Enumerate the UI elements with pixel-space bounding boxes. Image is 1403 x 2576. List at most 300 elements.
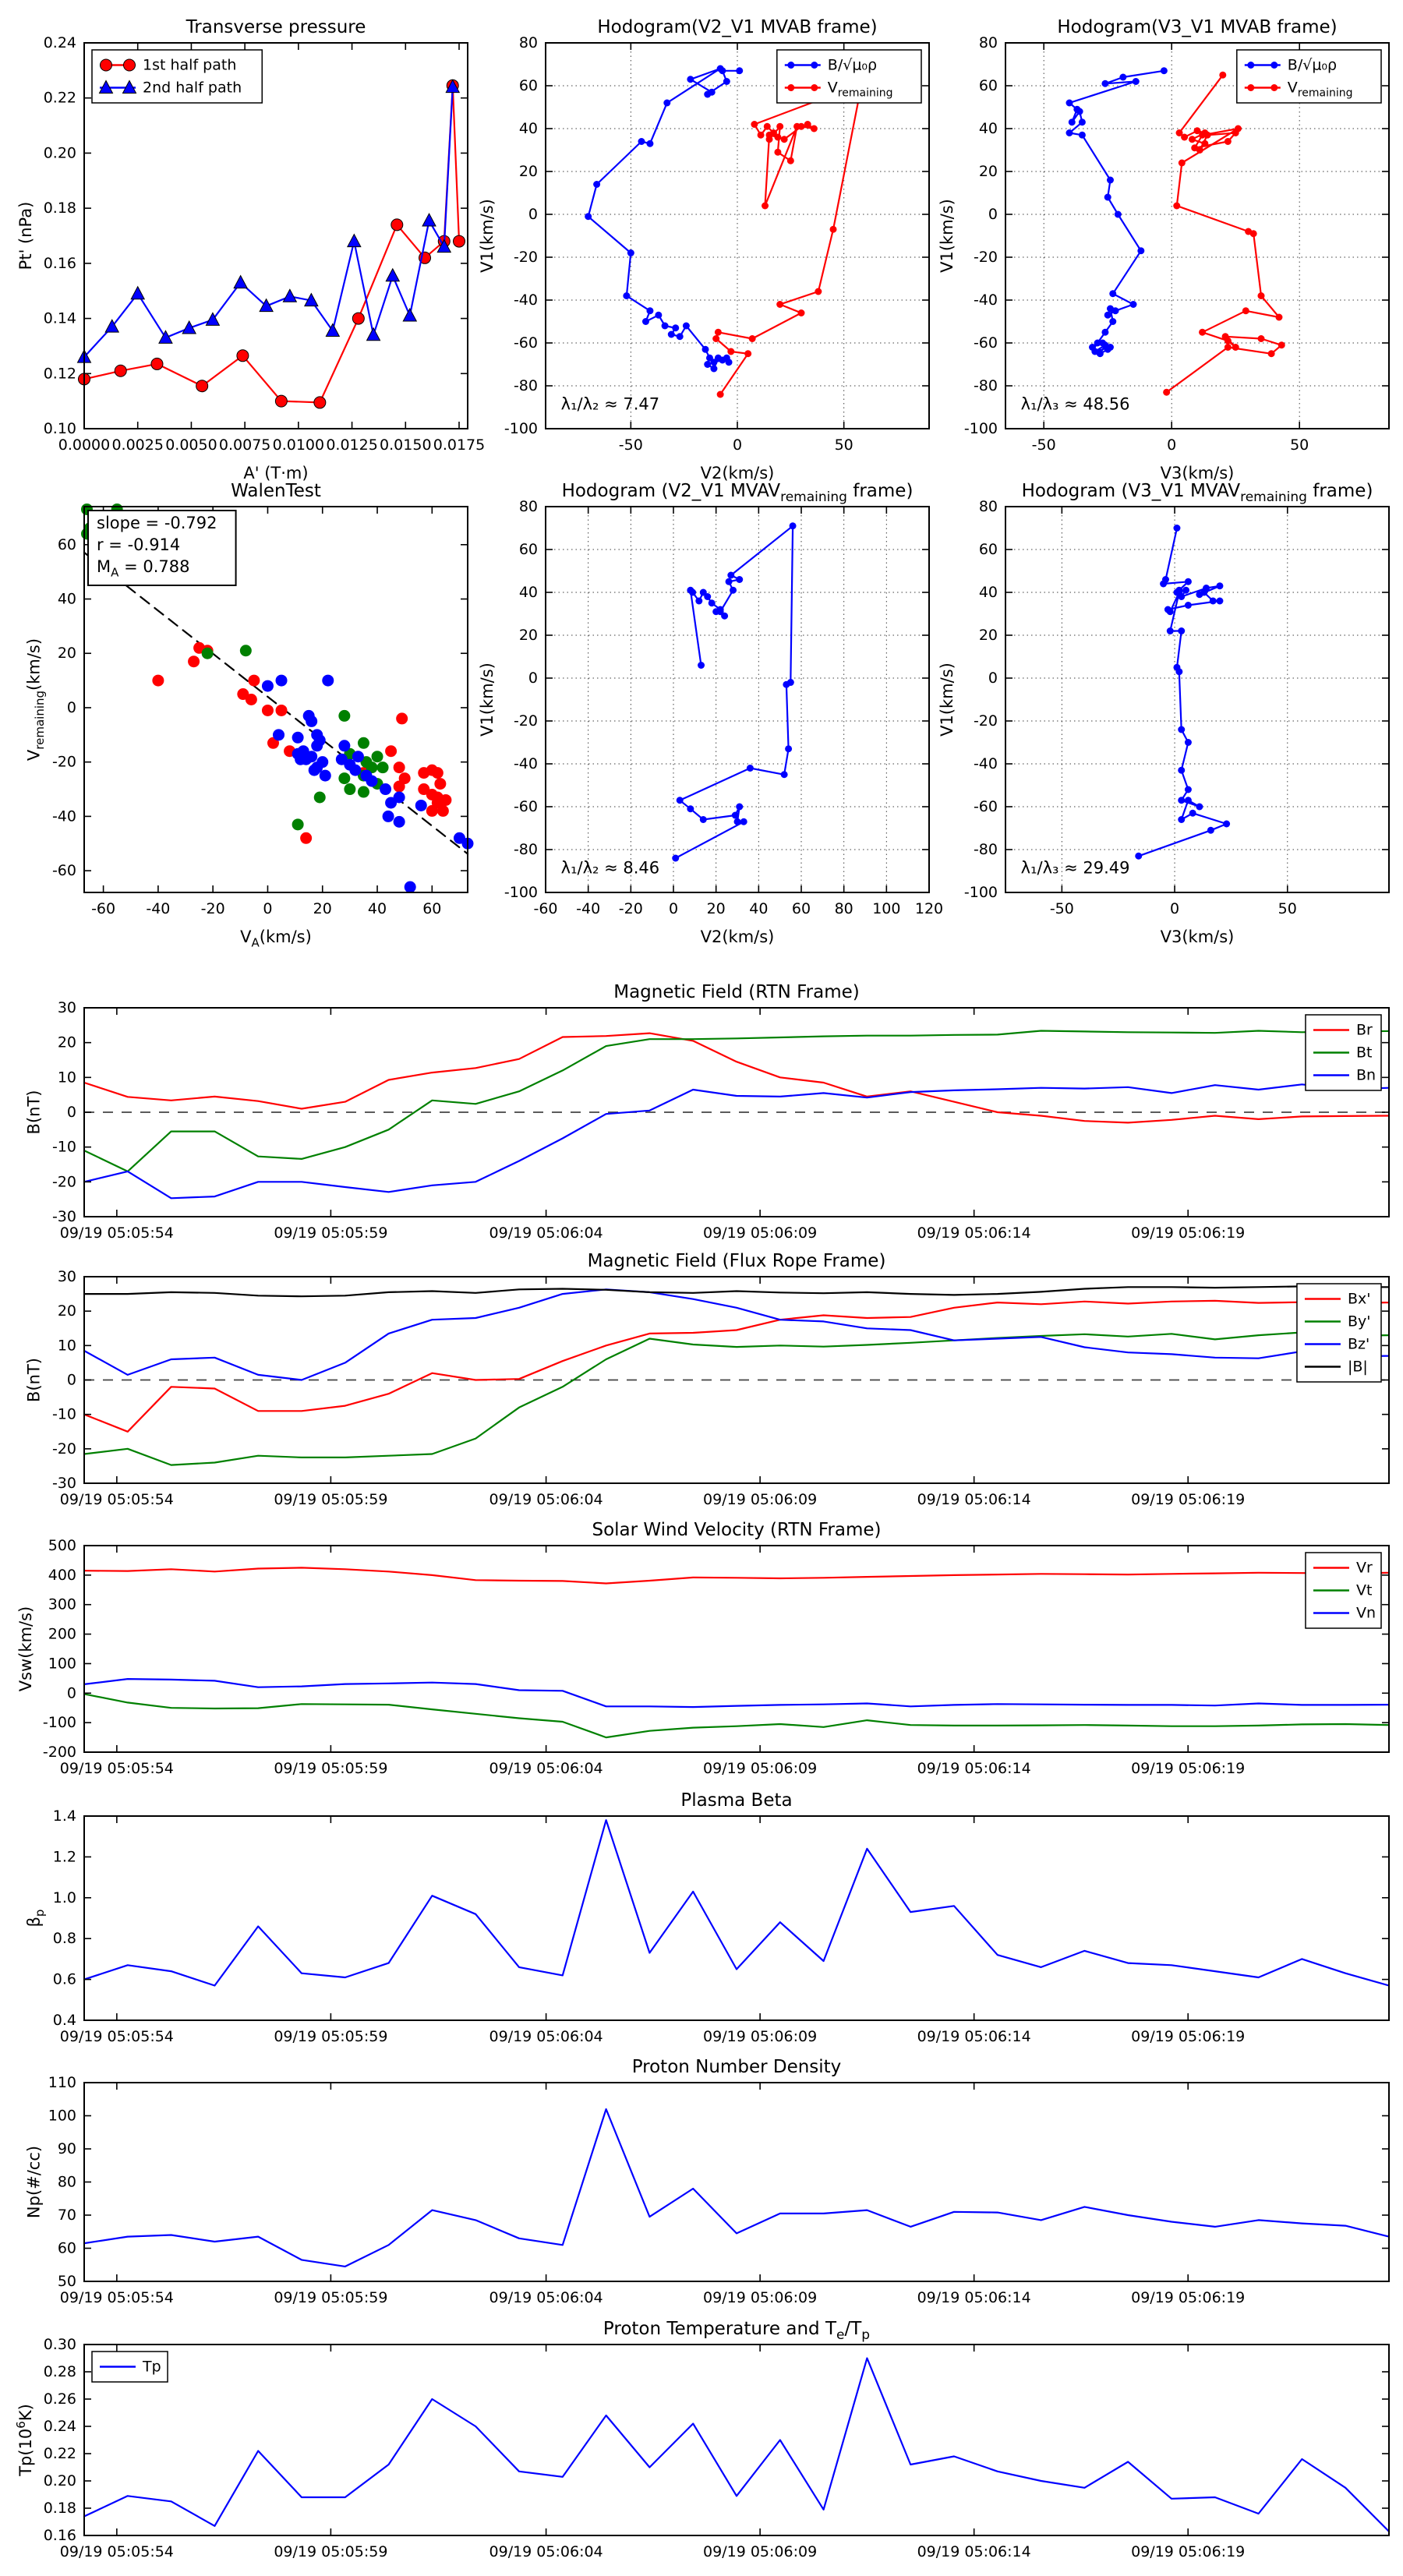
y-axis-label: B(nT): [24, 1358, 44, 1402]
data-point: [385, 745, 397, 757]
annotation: λ₁/λ₂ ≈ 8.46: [560, 858, 660, 878]
legend-label: Vt: [1355, 1581, 1373, 1599]
data-point-dot: [811, 62, 818, 69]
data-point-dot: [723, 78, 730, 85]
data-point-dot: [704, 593, 711, 600]
series-By': [84, 1333, 1389, 1465]
data-point: [380, 783, 391, 795]
panel-title: WalenTest: [231, 481, 321, 501]
circle-marker: [391, 219, 403, 231]
data-point-dot: [1199, 329, 1206, 336]
data-point: [309, 765, 320, 776]
y-tick-label: 0.16: [43, 2527, 76, 2544]
data-point-dot: [1163, 389, 1170, 396]
circle-marker: [275, 395, 287, 407]
y-tick-label: -60: [973, 798, 998, 815]
data-point-dot: [1167, 627, 1174, 634]
data-point-dot: [734, 818, 741, 825]
axis-ticks: [504, 498, 943, 917]
data-point-dot: [715, 329, 722, 336]
data-point-dot: [672, 855, 679, 862]
data-point-dot: [804, 121, 811, 128]
y-tick-label: 0: [988, 670, 998, 687]
legend-label: Br: [1355, 1021, 1373, 1039]
y-tick-label: 20: [978, 163, 998, 180]
y-tick-label: 70: [57, 2207, 76, 2224]
y-tick-label: 40: [518, 120, 538, 137]
x-tick-label: 09/19 05:05:59: [274, 1491, 388, 1508]
data-point-dot: [1107, 306, 1114, 313]
series-Bz': [84, 1289, 1389, 1380]
legend-label: Bx': [1347, 1290, 1371, 1308]
y-tick-label: -200: [42, 1744, 76, 1761]
y-axis-label: B(nT): [24, 1090, 44, 1135]
y-tick-label: 30: [57, 999, 76, 1016]
y-tick-label: 60: [978, 77, 998, 94]
x-tick-label: 09/19 05:06:19: [1131, 1760, 1246, 1777]
y-tick-label: 0: [528, 206, 538, 223]
data-point: [434, 778, 446, 790]
data-point-dot: [1182, 587, 1189, 594]
data-point-dot: [1216, 598, 1223, 605]
series-scatter-red: [152, 642, 451, 844]
data-point-dot: [830, 226, 837, 233]
y-tick-label: 40: [57, 590, 76, 608]
data-point-dot: [1175, 668, 1182, 675]
x-tick-label: 0.0025: [111, 436, 164, 454]
data-point-dot: [700, 816, 707, 823]
x-tick-label: 09/19 05:05:59: [274, 2289, 388, 2306]
y-tick-label: -40: [51, 807, 76, 825]
y-tick-label: -30: [51, 1475, 76, 1492]
data-point-dot: [1258, 292, 1265, 299]
series-beta: [84, 1820, 1389, 1985]
x-tick-label: 09/19 05:05:54: [59, 1491, 174, 1508]
x-tick-label: 0.0125: [326, 436, 378, 454]
y-tick-label: 80: [518, 498, 538, 515]
x-tick-label: 09/19 05:06:09: [703, 1760, 818, 1777]
circle-marker: [124, 59, 136, 71]
y-tick-label: -40: [513, 292, 538, 309]
series-Bn: [84, 1084, 1389, 1198]
data-point-dot: [672, 324, 679, 331]
data-point-dot: [736, 67, 743, 74]
legend-label: Tp: [143, 2358, 161, 2376]
data-point-dot: [783, 681, 790, 688]
data-point-dot: [1200, 589, 1207, 596]
panel-title: Plasma Beta: [680, 1790, 793, 1811]
data-point-dot: [712, 335, 719, 342]
data-point-dot: [710, 366, 717, 373]
data-point-dot: [1066, 129, 1073, 136]
data-point-dot: [1199, 132, 1206, 139]
data-point: [276, 705, 288, 716]
data-point-dot: [698, 662, 705, 669]
y-tick-label: -80: [513, 377, 538, 394]
x-tick-label: 09/19 05:06:04: [489, 1491, 603, 1508]
y-tick-label: 0.12: [43, 365, 76, 383]
panel-title: Transverse pressure: [186, 17, 366, 37]
panel-title: Hodogram (V2_V1 $MVAV_{remaining}$ frame): [561, 481, 914, 505]
data-point-dot: [702, 346, 709, 353]
data-point-dot: [1135, 853, 1142, 860]
y-tick-label: 300: [48, 1595, 76, 1613]
data-point-dot: [1185, 739, 1192, 746]
panel-title: Magnetic Field (Flux Rope Frame): [587, 1251, 886, 1271]
data-point: [188, 655, 200, 667]
y-tick-label: -80: [513, 841, 538, 858]
y-tick-label: 0.6: [52, 1970, 76, 1988]
data-point-dot: [1066, 100, 1073, 107]
y-axis-label: V1(km/s): [938, 199, 956, 273]
data-point-dot: [1069, 118, 1076, 125]
data-point-dot: [1079, 132, 1086, 139]
data-point-dot: [1223, 821, 1230, 828]
y-tick-label: 0.22: [43, 89, 76, 107]
legend: [1306, 1015, 1381, 1090]
data-point-dot: [687, 805, 694, 812]
data-point-dot: [766, 132, 773, 139]
data-point: [314, 791, 326, 803]
data-point-dot: [1167, 608, 1174, 615]
axis-ticks: [964, 498, 1389, 917]
data-point-dot: [1201, 140, 1208, 147]
annotation: λ₁/λ₃ ≈ 29.49: [1020, 858, 1130, 878]
data-point-dot: [1104, 194, 1111, 201]
data-point-dot: [736, 576, 743, 583]
y-tick-label: -40: [973, 292, 998, 309]
x-tick-label: 09/19 05:06:14: [917, 2543, 1031, 2560]
y-tick-label: -100: [504, 884, 538, 901]
x-tick-label: 20: [313, 900, 332, 917]
panel-hodogram-v2v1-mvav: [478, 481, 943, 946]
data-point-dot: [683, 323, 690, 330]
data-point: [322, 675, 334, 687]
panel-hodogram-v3v1-mvav: [938, 481, 1389, 946]
x-tick-label: 09/19 05:06:14: [917, 1224, 1031, 1242]
data-point-dot: [776, 301, 783, 308]
axes-frame: [84, 2083, 1389, 2281]
series-B/√μ₀ρ: [672, 522, 796, 861]
data-point-dot: [668, 331, 675, 338]
x-tick-label: 0.0175: [433, 436, 486, 454]
data-point-dot: [798, 309, 805, 316]
x-tick-label: 09/19 05:05:59: [274, 2028, 388, 2045]
y-tick-label: 20: [978, 627, 998, 644]
data-point-dot: [1137, 247, 1144, 254]
data-point-dot: [744, 350, 751, 357]
panel-plasma-beta: [25, 1790, 1390, 2045]
data-point-dot: [623, 292, 630, 299]
data-point: [366, 776, 378, 787]
data-point-dot: [776, 123, 783, 130]
data-point-dot: [1185, 602, 1192, 609]
data-point-dot: [758, 132, 765, 139]
data-point-dot: [704, 361, 711, 368]
y-tick-label: -30: [51, 1208, 76, 1225]
y-tick-label: 500: [48, 1537, 76, 1554]
data-point-dot: [689, 589, 696, 596]
y-tick-label: 50: [57, 2273, 76, 2290]
data-point-dot: [726, 359, 733, 366]
data-point-dot: [1247, 84, 1254, 91]
y-tick-label: -100: [504, 420, 538, 437]
data-point: [426, 805, 438, 817]
x-tick-label: 09/19 05:06:09: [703, 2289, 818, 2306]
legend-label: $V_{remaining}$: [827, 79, 893, 100]
data-point-dot: [1207, 827, 1214, 834]
series-|B|: [84, 1286, 1389, 1296]
y-tick-label: -10: [51, 1138, 76, 1156]
y-tick-label: -10: [51, 1405, 76, 1423]
x-tick-label: 09/19 05:06:09: [703, 2028, 818, 2045]
legend-label: Bn: [1355, 1066, 1376, 1084]
data-point-dot: [677, 797, 684, 804]
x-tick-label: 09/19 05:06:09: [703, 1491, 818, 1508]
y-tick-label: -20: [51, 1173, 76, 1191]
y-tick-label: 0.28: [43, 2363, 76, 2380]
y-tick-label: 20: [57, 645, 76, 663]
x-tick-label: 0.0050: [165, 436, 217, 454]
series-Vn: [84, 1679, 1389, 1707]
data-point-dot: [747, 765, 754, 772]
y-axis-label: $\beta_p$: [24, 1909, 47, 1928]
y-tick-label: -40: [513, 755, 538, 772]
x-tick-label: -20: [200, 900, 225, 917]
series-Bx': [84, 1301, 1389, 1432]
data-point-dot: [1130, 301, 1137, 308]
data-point-dot: [727, 572, 734, 579]
data-point-dot: [1250, 230, 1257, 237]
x-tick-label: 0: [1167, 436, 1177, 454]
x-tick-label: 20: [706, 900, 726, 917]
data-point-dot: [1222, 333, 1229, 340]
data-point-dot: [1109, 290, 1116, 297]
data-point-dot: [1161, 67, 1168, 74]
x-tick-label: 80: [834, 900, 853, 917]
y-tick-label: -60: [513, 798, 538, 815]
legend-label: Vr: [1355, 1559, 1373, 1577]
y-axis-label: V1(km/s): [478, 199, 497, 273]
data-point-dot: [1235, 125, 1242, 133]
triangle-marker: [386, 269, 399, 281]
data-point-dot: [762, 203, 769, 210]
data-point-dot: [740, 818, 747, 825]
y-tick-label: -60: [973, 334, 998, 352]
legend-label: By': [1347, 1313, 1371, 1330]
x-tick-label: 100: [872, 900, 901, 917]
data-point-dot: [1107, 177, 1114, 184]
data-point: [300, 832, 312, 844]
y-tick-label: -100: [963, 884, 998, 901]
data-point-dot: [717, 608, 724, 615]
data-point: [240, 645, 252, 656]
x-axis-label: $V_A(km/s)$: [240, 928, 312, 950]
x-tick-label: 09/19 05:06:04: [489, 2289, 603, 2306]
x-tick-label: -50: [618, 436, 643, 454]
data-point-dot: [646, 307, 653, 314]
y-tick-label: 60: [978, 541, 998, 558]
x-tick-label: -40: [146, 900, 171, 917]
x-tick-label: 0.0150: [380, 436, 432, 454]
data-point-dot: [787, 84, 794, 91]
x-tick-label: 0: [732, 436, 743, 454]
data-point-dot: [781, 771, 788, 778]
data-point-dot: [1210, 598, 1217, 605]
x-tick-label: -50: [1031, 436, 1056, 454]
x-tick-label: 0: [263, 900, 273, 917]
data-point: [262, 705, 274, 716]
series-Vremaining: [1163, 72, 1285, 396]
data-point-dot: [1179, 160, 1186, 167]
x-tick-label: 09/19 05:06:19: [1131, 2543, 1246, 2560]
y-tick-label: 80: [978, 34, 998, 51]
data-point: [320, 770, 331, 782]
data-point-dot: [1178, 767, 1185, 774]
data-point-dot: [710, 359, 717, 366]
data-point: [358, 786, 369, 798]
y-tick-label: 0: [988, 206, 998, 223]
data-point: [306, 716, 317, 727]
data-point-dot: [717, 65, 724, 72]
x-tick-label: 0: [1170, 900, 1180, 917]
y-tick-label: 1.2: [52, 1848, 76, 1866]
circle-marker: [237, 350, 249, 362]
y-tick-label: 90: [57, 2140, 76, 2157]
data-point: [396, 712, 408, 724]
data-point-dot: [1160, 581, 1167, 588]
panel-title: Solar Wind Velocity (RTN Frame): [592, 1520, 882, 1540]
data-point-dot: [785, 745, 792, 752]
stats-line: $M_A = 0.788$: [97, 557, 190, 580]
data-point: [437, 805, 449, 817]
data-point-dot: [726, 578, 733, 585]
circle-marker: [115, 365, 126, 376]
x-tick-label: 09/19 05:06:04: [489, 1760, 603, 1777]
y-tick-label: 0: [66, 1104, 76, 1121]
data-point: [338, 710, 350, 722]
data-point-dot: [1175, 589, 1182, 596]
y-tick-label: 200: [48, 1625, 76, 1643]
legend: [1297, 1284, 1381, 1382]
x-tick-label: 09/19 05:06:14: [917, 2028, 1031, 2045]
y-tick-label: 10: [57, 1069, 76, 1087]
y-tick-label: 0: [66, 1684, 76, 1702]
series-fit: [84, 553, 468, 854]
data-point: [394, 761, 405, 773]
x-tick-label: 40: [749, 900, 769, 917]
x-tick-label: 09/19 05:06:04: [489, 1224, 603, 1242]
series-Bt: [84, 1031, 1389, 1171]
data-point-dot: [1219, 72, 1226, 79]
data-point: [152, 675, 164, 687]
data-point-dot: [815, 288, 822, 295]
axes-frame: [84, 1816, 1389, 2020]
legend: [777, 50, 921, 103]
data-point-dot: [1178, 726, 1185, 733]
x-tick-label: 50: [834, 436, 853, 454]
data-point-dot: [717, 391, 724, 398]
circle-marker: [196, 380, 208, 392]
y-axis-label: Np(#/cc): [24, 2145, 44, 2219]
data-point-dot: [1196, 804, 1203, 811]
data-point-dot: [790, 522, 797, 529]
y-tick-label: -80: [973, 377, 998, 394]
x-axis-label: V3(km/s): [1160, 928, 1235, 946]
y-tick-label: 20: [57, 1302, 76, 1320]
y-tick-label: -20: [51, 1440, 76, 1458]
y-tick-label: 0.16: [43, 254, 76, 272]
data-point-dot: [1189, 136, 1196, 143]
panel-walen-test: [25, 481, 474, 949]
x-tick-label: 09/19 05:06:14: [917, 1760, 1031, 1777]
y-tick-label: 0.18: [43, 200, 76, 217]
panel-hodogram-v2v1-mvab: [478, 17, 929, 482]
data-point-dot: [1232, 344, 1239, 351]
data-point-dot: [1119, 74, 1126, 81]
y-tick-label: 1.0: [52, 1889, 76, 1906]
data-point-dot: [709, 599, 716, 606]
data-point-dot: [642, 318, 649, 325]
y-tick-label: 0.26: [43, 2390, 76, 2408]
data-point-dot: [1242, 307, 1249, 314]
panel-title: Hodogram (V3_V1 $MVAV_{remaining}$ frame): [1021, 481, 1373, 505]
x-tick-label: 09/19 05:06:19: [1131, 2289, 1246, 2306]
data-point-dot: [1173, 525, 1180, 532]
panel-proton-temperature: [14, 2319, 1389, 2560]
data-point-dot: [627, 249, 634, 256]
data-point: [292, 732, 304, 744]
stats-box: [88, 511, 236, 585]
y-tick-label: 40: [978, 120, 998, 137]
data-point: [372, 751, 383, 762]
data-point-dot: [1109, 318, 1116, 325]
data-point-dot: [1101, 329, 1108, 336]
legend: [92, 50, 262, 103]
series-Br: [84, 1034, 1389, 1123]
data-point-dot: [1189, 810, 1196, 817]
y-tick-label: -60: [51, 862, 76, 880]
triangle-marker: [283, 289, 296, 302]
y-tick-label: -20: [51, 753, 76, 771]
y-tick-label: 60: [57, 535, 76, 553]
data-point: [344, 783, 355, 795]
y-tick-label: 10: [57, 1337, 76, 1355]
x-tick-label: 09/19 05:06:19: [1131, 1491, 1246, 1508]
series-Vt: [84, 1694, 1389, 1737]
x-tick-label: -40: [576, 900, 601, 917]
data-point-dot: [787, 62, 794, 69]
y-tick-label: -20: [513, 249, 538, 266]
data-point-dot: [1247, 62, 1254, 69]
x-tick-label: 09/19 05:05:59: [274, 1224, 388, 1242]
panel-hodogram-v3v1-mvab: [938, 17, 1389, 482]
circle-marker: [314, 397, 326, 408]
x-tick-label: 09/19 05:06:19: [1131, 2028, 1246, 2045]
y-tick-label: 400: [48, 1566, 76, 1584]
x-tick-label: -20: [618, 900, 643, 917]
y-axis-label: $Tp(10^6K)$: [14, 2404, 35, 2476]
data-point-dot: [1185, 786, 1192, 793]
y-tick-label: 60: [518, 541, 538, 558]
panel-title: Proton Temperature and $T_e/T_p$: [603, 2319, 871, 2343]
panel-title: Hodogram(V2_V1 MVAB frame): [597, 17, 878, 37]
legend-label: 2nd half path: [143, 79, 242, 97]
legend-label: 1st half path: [143, 56, 237, 74]
axes-frame: [84, 2345, 1389, 2535]
y-tick-label: 0.8: [52, 1930, 76, 1948]
y-tick-label: 40: [978, 584, 998, 601]
